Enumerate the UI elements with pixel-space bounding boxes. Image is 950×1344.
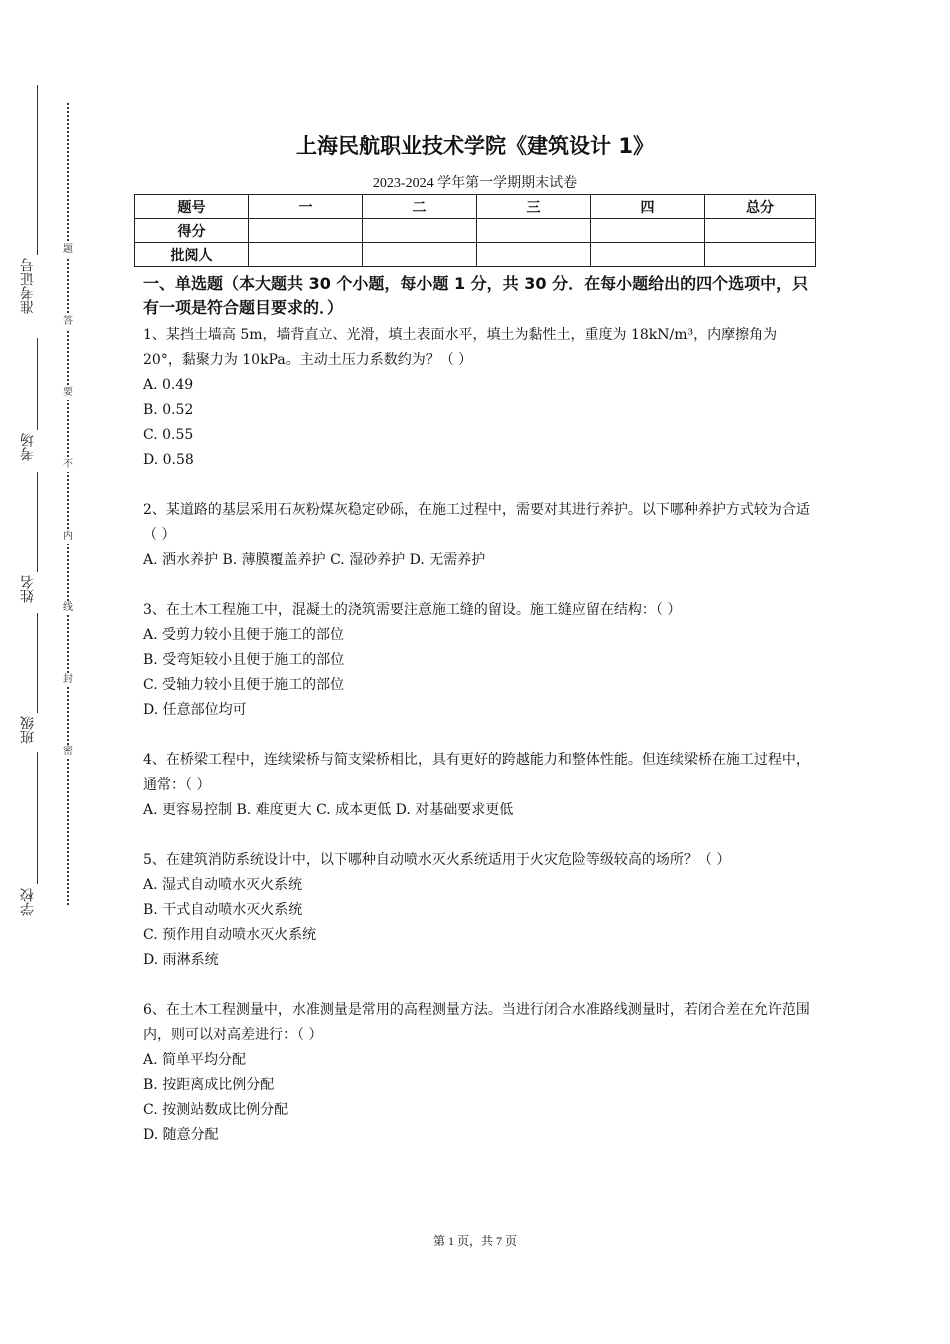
question-stem: 6、在土木工程测量中，水准测量是常用的高程测量方法。当进行闭合水准路线测量时，若闭合差在允许范围内，则可以对高差进行：（ ）	[143, 1002, 810, 1043]
score-table-header: 二	[363, 195, 477, 219]
question-option: D. 任意部位均可	[143, 702, 247, 718]
exam-title: 上海民航职业技术学院《建筑设计 1》	[296, 134, 654, 158]
question-option: A. 0.49	[143, 377, 194, 393]
fill-line-class	[37, 613, 38, 713]
score-table-header: 题号	[135, 195, 249, 219]
exam-subtitle: 2023-2024 学年第一学期期末试卷	[372, 176, 578, 191]
question-option: A. 受剪力较小且便于施工的部位	[143, 627, 345, 643]
score-cell[interactable]	[363, 219, 477, 243]
score-cell[interactable]	[363, 243, 477, 267]
seal-char: 密	[63, 746, 73, 757]
question-option: A. 更容易控制 B. 难度更大 C. 成本更低 D. 对基础要求更低	[143, 802, 514, 818]
label-exam-id: 准考证号	[20, 258, 36, 314]
score-cell[interactable]	[591, 243, 705, 267]
score-cell[interactable]	[477, 219, 591, 243]
score-table-row	[135, 243, 816, 267]
question-stem: 1、某挡土墙高 5m，墙背直立、光滑，填土表面水平，填土为黏性土，重度为 18kN/m³，内摩擦角为 20°，黏聚力为 10kPa。主动土压力系数约为？（ ）	[143, 327, 778, 368]
score-cell[interactable]	[705, 243, 816, 267]
seal-char: 题	[63, 244, 73, 255]
question-4	[143, 748, 813, 823]
question-option: C. 受轴力较小且便于施工的部位	[143, 677, 345, 693]
question-option: B. 按距离成比例分配	[143, 1077, 275, 1093]
score-cell[interactable]	[591, 219, 705, 243]
page-footer: 第 1 页，共 7 页	[432, 1234, 517, 1248]
label-name: 姓名	[20, 575, 36, 603]
seal-char: 要	[63, 387, 73, 398]
question-stem: 4、在桥梁工程中，连续梁桥与简支梁桥相比，具有更好的跨越能力和整体性能。但连续梁桥在施工过程中，通常：（ ）	[143, 752, 810, 793]
question-3	[143, 598, 813, 723]
label-school: 学校	[20, 888, 36, 916]
question-option: A. 洒水养护 B. 薄膜覆盖养护 C. 湿砂养护 D. 无需养护	[143, 552, 486, 568]
score-table-row	[135, 219, 816, 243]
question-option: C. 预作用自动喷水灭火系统	[143, 927, 317, 943]
fill-line-exam-id	[37, 85, 38, 255]
question-option: D. 雨淋系统	[143, 952, 219, 968]
fill-line-school	[37, 752, 38, 884]
score-table-header: 总分	[705, 195, 816, 219]
question-option: C. 按测站数成比例分配	[143, 1102, 289, 1118]
question-option: A. 湿式自动喷水灭火系统	[143, 877, 303, 893]
score-row-label: 批阅人	[135, 243, 249, 267]
score-table-header: 四	[591, 195, 705, 219]
fill-line-name	[37, 472, 38, 572]
score-table-header: 三	[477, 195, 591, 219]
seal-char: 不	[63, 459, 73, 470]
question-1	[143, 323, 813, 473]
question-stem: 3、在土木工程施工中，混凝土的浇筑需要注意施工缝的留设。施工缝应留在结构：（ ）	[143, 602, 682, 618]
question-5	[143, 848, 813, 973]
question-option: D. 随意分配	[143, 1127, 219, 1143]
section-heading: 一、单选题（本大题共 30 个小题，每小题 1 分，共 30 分．在每小题给出的四个选项中，只有一项是符合题目要求的．）	[143, 274, 809, 317]
score-cell[interactable]	[477, 243, 591, 267]
seal-dotted-line	[67, 103, 69, 905]
score-table	[134, 194, 816, 267]
question-stem: 2、某道路的基层采用石灰粉煤灰稳定砂砾，在施工过程中，需要对其进行养护。以下哪种养护方式较为合适（ ）	[143, 502, 810, 543]
seal-char: 线	[63, 602, 73, 613]
question-stem: 5、在建筑消防系统设计中，以下哪种自动喷水灭火系统适用于火灾危险等级较高的场所？（ ）	[143, 852, 731, 868]
question-2	[143, 498, 813, 573]
question-option: B. 0.52	[143, 402, 194, 418]
score-table-header: 一	[249, 195, 363, 219]
question-option: A. 简单平均分配	[143, 1052, 247, 1068]
question-option: C. 0.55	[143, 427, 194, 443]
question-option: D. 0.58	[143, 452, 194, 468]
seal-char: 封	[63, 674, 73, 685]
question-option: B. 干式自动喷水灭火系统	[143, 902, 303, 918]
exam-content	[143, 272, 813, 1173]
score-table-header-row	[135, 195, 816, 219]
score-cell[interactable]	[705, 219, 816, 243]
fill-line-room	[37, 338, 38, 430]
question-option: B. 受弯矩较小且便于施工的部位	[143, 652, 345, 668]
seal-char: 答	[63, 316, 73, 327]
score-row-label: 得分	[135, 219, 249, 243]
seal-char: 内	[63, 531, 73, 542]
score-cell[interactable]	[249, 243, 363, 267]
question-6	[143, 998, 813, 1148]
score-cell[interactable]	[249, 219, 363, 243]
label-class: 班级	[20, 716, 36, 744]
label-room: 考场	[20, 433, 36, 461]
